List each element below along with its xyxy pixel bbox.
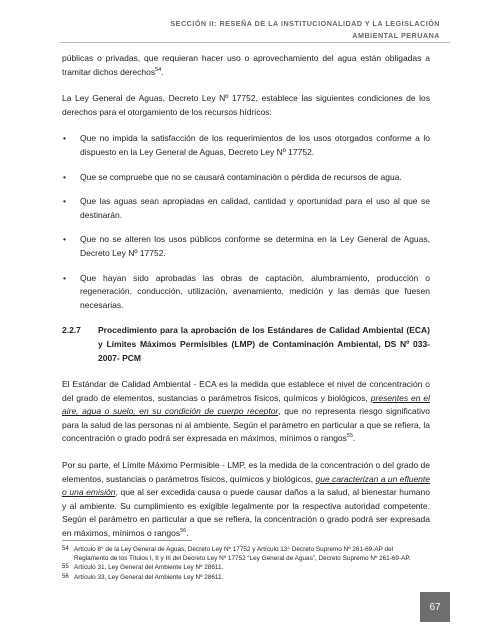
footnote: 56 Artículo 33, Ley General del Ambiente Ley Nº 28611.	[62, 573, 224, 581]
header-line-1: SECCIÓN II: RESEÑA DE LA INSTITUCIONALIDAD Y LA LEGISLACIÓN	[170, 19, 440, 28]
footnote: 55 Artículo 31, Ley General del Ambiente Ley Nº 28611.	[62, 564, 224, 572]
list-item: • Que se compruebe que no se causará contaminación o pérdida de recursos de agua.	[62, 171, 430, 185]
bullet-icon: •	[63, 196, 66, 207]
paragraph-eca: El Estándar de Calidad Ambiental - ECA es la medida que establece el nivel de concentración o del grado de elementos, sustancias o parámetros físicos, químicos y biológicos, presentes en el aire, agua o suelo, en su condición de cuerpo receptor, que no representa riesgo significativo para la salud de las personas ni al ambiente. Según el parámetro en particular a que se refiera, la concentración o grado podrá ser expresada en máximos, mínimos o rangos$^{55}$.	[62, 379, 430, 444]
list-item: • Que no se alteren los usos públicos conforme se determina en la Ley General de Aguas, Decreto Ley Nº 17752.	[63, 234, 430, 258]
paragraph-intro: públicas o privadas, que requieran hacer uso o aprovechamiento del agua están obligadas a tramitar dichos derechos$^{54}$.	[62, 53, 430, 77]
footnotes	[62, 545, 422, 582]
page-content	[62, 52, 430, 554]
header-rule	[60, 42, 450, 43]
footnote-ref-56[interactable]: 56	[180, 528, 187, 535]
footnote-rule	[62, 540, 192, 541]
underlined-phrase: que caracterizan a un efluente o una emisión	[62, 473, 430, 498]
bullet-icon: •	[63, 234, 66, 245]
header-line-2: AMBIENTAL PERUANA	[352, 31, 440, 40]
running-header	[170, 18, 440, 42]
bullet-icon: •	[63, 171, 66, 182]
list-item: • Que hayan sido aprobadas las obras de captación, alumbramiento, producción o regeneración, conducción, utilización, avenamiento, medición y las demás que fuesen necesarias.	[63, 272, 430, 310]
bullet-icon: •	[63, 133, 66, 144]
list-item: • Que las aguas sean apropiadas en calidad, cantidad y oportunidad para el uso al que se destinarán.	[63, 196, 430, 220]
footnote-ref-55[interactable]: 55	[346, 433, 354, 440]
paragraph-ley-aguas: La Ley General de Aguas, Decreto Ley Nº 17752, establece las siguientes condiciones de los derechos para el otorgamiento de los recursos hídricos:	[62, 93, 430, 117]
paragraph-lmp: Por su parte, el Límite Máximo Permisible - LMP, es la medida de la concentración o del grado de elementos, sustancias o parámetros físicos, químicos y biológicos, que caracterizan a un efluente o una emisión, que al ser excedida causa o puede causar daños a la salud, al bienestar humano y al ambiente. Su cumplimiento es exigible legalmente por la respectiva autoridad competente. Según el parámetro en particular a que se refiera, la concentración o grado podrá ser expresada en máximos, mínimos o rangos$^{56}$.	[62, 460, 430, 539]
bullet-icon: •	[63, 272, 66, 283]
footnote-ref-54[interactable]: 54	[155, 66, 162, 73]
underlined-phrase: presentes en el aire, agua o suelo, en su condición de cuerpo receptor	[62, 392, 430, 417]
page-number: 67	[429, 601, 441, 613]
page-number-box	[420, 592, 450, 622]
list-item: • Que no impida la satisfacción de los requerimientos de los usos otorgados conforme a lo dispuesto en la Ley General de Aguas, Decreto Ley Nº 17752.	[63, 133, 430, 157]
conditions-list	[62, 132, 430, 312]
section-title: Procedimiento para la aprobación de los Estándares de Calidad Ambiental (ECA) y Límites Máximos Permisibles (LMP) de Contaminación Ambiental, DS Nº 033-2007- PCM	[98, 325, 430, 363]
footnote: 54 Artículo 8° de la Ley General de Aguas, Decreto Ley Nº 17752 y Artículo 13° Decreto Supremo Nº 261-69-AP del Reglamento de los Títulos I, II y III del Decreto Ley Nº 17752 “Ley General de Aguas”, Decreto Supremo Nº 261-69-AP.	[62, 546, 411, 563]
section-heading	[62, 324, 430, 365]
section-number: 2.2.7	[62, 325, 81, 336]
